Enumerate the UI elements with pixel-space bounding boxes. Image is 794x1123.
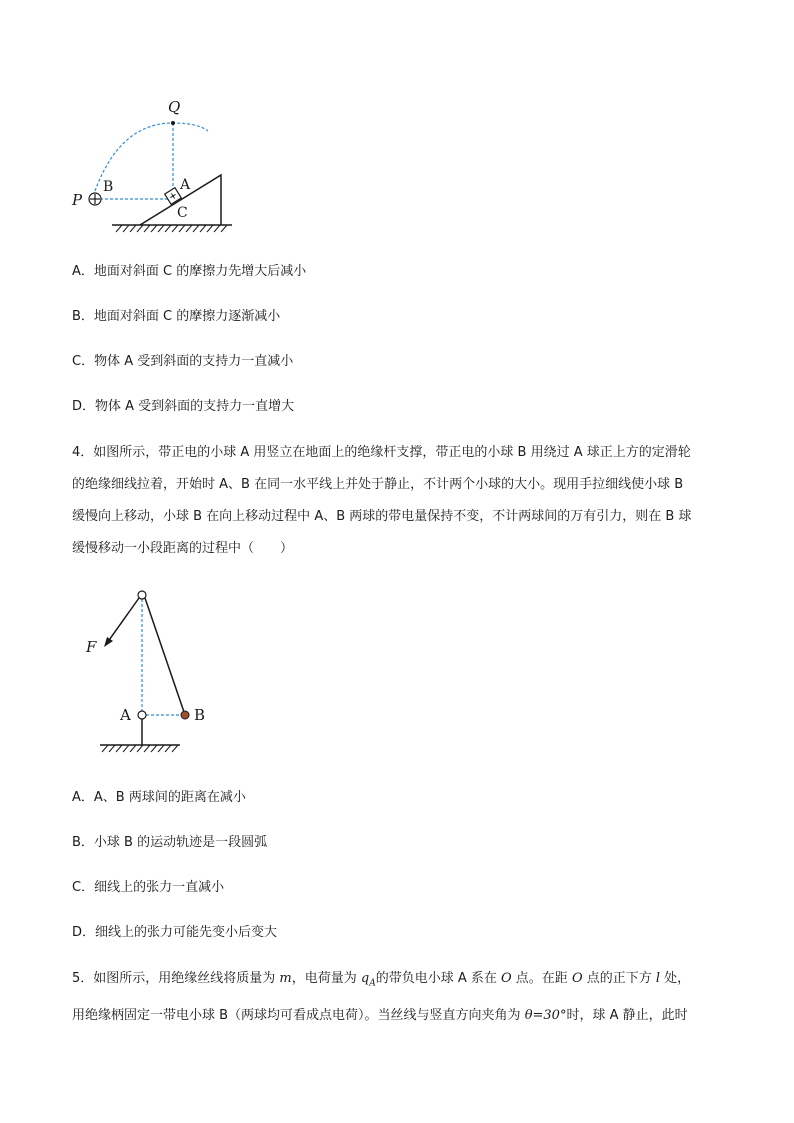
label-b: B — [103, 179, 114, 195]
ground-hatch-2 — [102, 745, 178, 752]
figure-incline — [60, 95, 260, 235]
q4-line-2: 的绝缘细线拉着，开始时 A、B 在同一水平线上并处于静止，不计两个小球的大小。现用手拉细线使小球 B — [72, 477, 684, 492]
q4-option-b: B．小球 B 的运动轨迹是一段圆弧 — [72, 835, 268, 850]
label-q: Q — [168, 98, 181, 116]
var-theta: θ=30° — [524, 1007, 567, 1023]
q4-stem — [72, 437, 722, 565]
string-to-b — [145, 598, 184, 712]
var-l: l — [655, 971, 661, 986]
string-to-f — [107, 598, 139, 643]
var-m: m — [279, 971, 292, 986]
q5-line-2: 用绝缘柄固定一带电小球 B（两球均可看成点电荷）。当丝线与竖直方向夹角为 θ=30°时，球 A 静止，此时 — [72, 1007, 688, 1023]
label-a: A — [180, 177, 191, 193]
label-c: C — [177, 205, 188, 221]
label-a-2: A — [120, 706, 131, 724]
label-p: P — [72, 191, 83, 209]
q4-option-a: A．A、B 两球间的距离在减小 — [72, 790, 246, 805]
label-f: F — [86, 638, 97, 656]
q4-line-1: 4．如图所示，带正电的小球 A 用竖立在地面上的绝缘杆支撑，带正电的小球 B 用绕过 A 球正上方的定滑轮 — [72, 445, 691, 460]
q3-option-d: D．物体 A 受到斜面的支持力一直增大 — [72, 399, 295, 414]
var-q: q — [360, 971, 370, 986]
q3-option-a: A．地面对斜面 C 的摩擦力先增大后减小 — [72, 264, 307, 279]
q4-option-c: C．细线上的张力一直减小 — [72, 880, 225, 895]
point-q — [171, 121, 175, 125]
var-q-sub: A — [369, 978, 376, 989]
ball-b-2 — [181, 711, 189, 719]
pulley — [138, 591, 146, 599]
q4-option-d: D．细线上的张力可能先变小后变大 — [72, 925, 278, 940]
figure-pulley — [80, 585, 230, 760]
q5-line-1: 5．如图所示，用绝缘丝线将质量为 m，电荷量为 $q_A$的带负电小球 A 系在 O 点。在距 O 点的正下方 l 处， — [72, 971, 691, 989]
q5-stem — [72, 963, 722, 1032]
ground-hatch — [116, 225, 227, 232]
q3-option-b: B．地面对斜面 C 的摩擦力逐渐减小 — [72, 309, 281, 324]
var-o: O — [501, 971, 512, 986]
arrow-f-icon — [104, 637, 113, 647]
var-o-2: O — [571, 971, 583, 986]
q3-option-c: C．物体 A 受到斜面的支持力一直减小 — [72, 354, 294, 369]
label-b-2: B — [194, 706, 206, 724]
q4-line-4: 缓慢移动一小段距离的过程中（ ） — [72, 541, 294, 556]
ball-a — [138, 711, 146, 719]
q4-line-3: 缓慢向上移动，小球 B 在向上移动过程中 A、B 两球的带电量保持不变，不计两球间的万有引力，则在 B 球 — [72, 509, 692, 524]
